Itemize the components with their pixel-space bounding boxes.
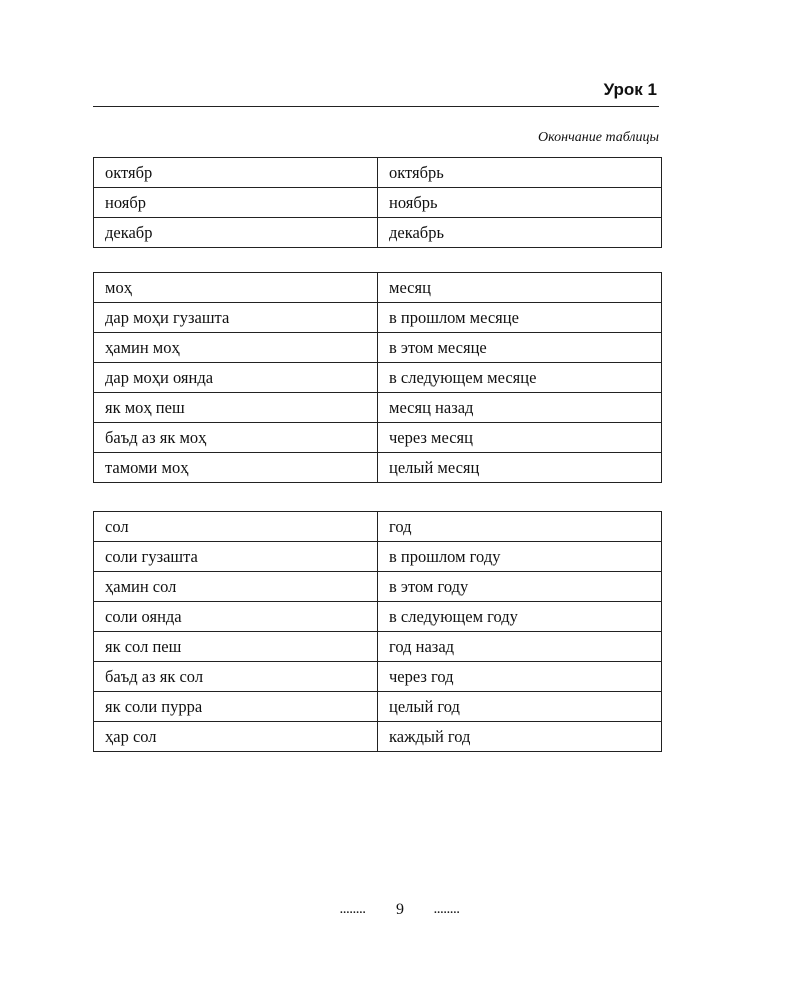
- tajik-term: моҳ: [94, 273, 378, 303]
- tajik-term: дар моҳи оянда: [94, 363, 378, 393]
- russian-translation: через месяц: [378, 423, 662, 453]
- table-row: [94, 602, 662, 632]
- russian-translation: в этом году: [378, 572, 662, 602]
- tajik-term: ноябр: [94, 188, 378, 218]
- tajik-term: соли гузашта: [94, 542, 378, 572]
- table-row: [94, 188, 662, 218]
- table-row: [94, 632, 662, 662]
- tajik-term: ҳамин сол: [94, 572, 378, 602]
- russian-translation: в следующем году: [378, 602, 662, 632]
- tajik-term: баъд аз як сол: [94, 662, 378, 692]
- tajik-term: декабр: [94, 218, 378, 248]
- russian-translation: целый месяц: [378, 453, 662, 483]
- lesson-header: [93, 80, 659, 107]
- table-row: [94, 218, 662, 248]
- table-row: [94, 303, 662, 333]
- tajik-term: сол: [94, 512, 378, 542]
- table-row: [94, 273, 662, 303]
- table-row: [94, 158, 662, 188]
- vocab-table-year: [93, 511, 662, 752]
- table-row: [94, 423, 662, 453]
- table-row: [94, 453, 662, 483]
- page-number: 9: [396, 901, 404, 919]
- table-row: [94, 542, 662, 572]
- russian-translation: в прошлом месяце: [378, 303, 662, 333]
- page-footer: [0, 899, 800, 921]
- russian-translation: октябрь: [378, 158, 662, 188]
- tajik-term: соли оянда: [94, 602, 378, 632]
- table-row: [94, 692, 662, 722]
- vocab-table-month: [93, 272, 662, 483]
- tajik-term: октябр: [94, 158, 378, 188]
- russian-translation: в прошлом году: [378, 542, 662, 572]
- russian-translation: каждый год: [378, 722, 662, 752]
- tajik-term: тамоми моҳ: [94, 453, 378, 483]
- footer-dots-right: ........: [434, 904, 460, 917]
- table-row: [94, 572, 662, 602]
- russian-translation: год назад: [378, 632, 662, 662]
- russian-translation: декабрь: [378, 218, 662, 248]
- table-caption: Окончание таблицы: [538, 130, 659, 145]
- tajik-term: ҳар сол: [94, 722, 378, 752]
- tajik-term: як сол пеш: [94, 632, 378, 662]
- tajik-term: як моҳ пеш: [94, 393, 378, 423]
- russian-translation: год: [378, 512, 662, 542]
- table-row: [94, 512, 662, 542]
- table-row: [94, 722, 662, 752]
- footer-dots-left: ........: [340, 904, 366, 917]
- table-row: [94, 333, 662, 363]
- vocab-table-months: [93, 157, 662, 248]
- lesson-title: Урок 1: [603, 80, 657, 99]
- russian-translation: в следующем месяце: [378, 363, 662, 393]
- russian-translation: месяц: [378, 273, 662, 303]
- tajik-term: дар моҳи гузашта: [94, 303, 378, 333]
- russian-translation: через год: [378, 662, 662, 692]
- table-row: [94, 393, 662, 423]
- russian-translation: целый год: [378, 692, 662, 722]
- tajik-term: баъд аз як моҳ: [94, 423, 378, 453]
- tajik-term: ҳамин моҳ: [94, 333, 378, 363]
- russian-translation: месяц назад: [378, 393, 662, 423]
- table-row: [94, 662, 662, 692]
- tajik-term: як соли пурра: [94, 692, 378, 722]
- russian-translation: в этом месяце: [378, 333, 662, 363]
- russian-translation: ноябрь: [378, 188, 662, 218]
- table-row: [94, 363, 662, 393]
